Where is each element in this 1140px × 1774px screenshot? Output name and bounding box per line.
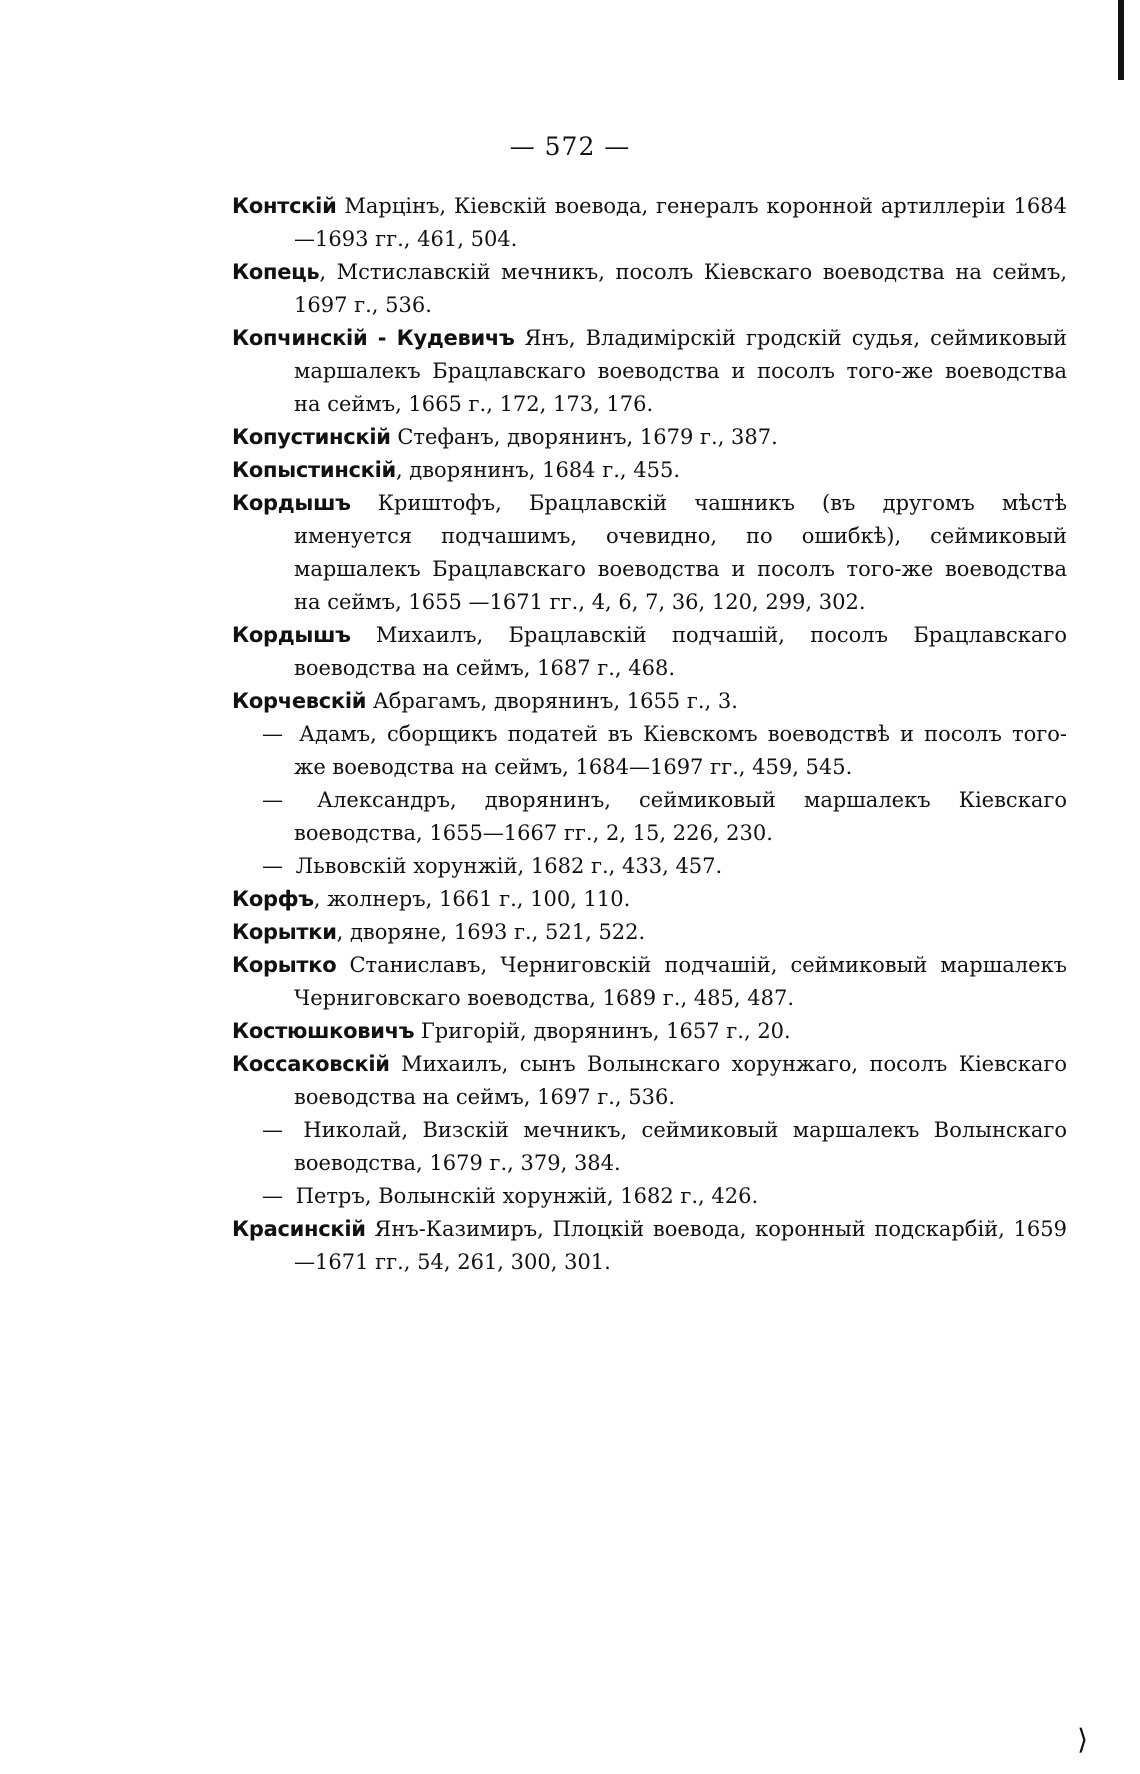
- index-subentry: [232, 784, 1067, 850]
- entry-surname: Корытки: [232, 920, 337, 944]
- entry-surname: Копустинскій: [232, 425, 391, 449]
- index-entry: [232, 1048, 1067, 1114]
- entry-text: Александръ, дворянинъ, сеймиковый маршалекъ Кіевскаго воеводства, 1655—1667 гг., 2, 15, 226, 230.: [289, 788, 1067, 845]
- entry-text: Григорій, дворянинъ, 1657 г., 20.: [414, 1019, 791, 1043]
- entry-text: , дворяне, 1693 г., 521, 522.: [336, 920, 646, 944]
- subentry-dash: —: [262, 788, 283, 812]
- entry-surname: Копыстинскій: [232, 458, 396, 482]
- entry-surname: Копець: [232, 260, 320, 284]
- index-subentry: [232, 718, 1067, 784]
- page-number: — 572 —: [509, 132, 631, 161]
- entry-surname: Коссаковскій: [232, 1052, 390, 1076]
- entry-surname: Корчевскій: [232, 689, 367, 713]
- entry-surname: Костюшковичъ: [232, 1019, 415, 1043]
- entry-text: Адамъ, сборщикъ податей въ Кіевскомъ воеводствѣ и посолъ того-же воеводства на сеймъ, 1684—1697 гг., 459, 545.: [289, 722, 1067, 779]
- entry-text: Михаилъ, Брацлавскій подчашій, посолъ Брацлавскаго воеводства на сеймъ, 1687 г., 468.: [294, 623, 1067, 680]
- index-subentry: [232, 850, 1067, 883]
- entry-surname: Кордышъ: [232, 491, 351, 515]
- entry-text: , жолнеръ, 1661 г., 100, 110.: [313, 887, 631, 911]
- page-edge-line: [1118, 0, 1124, 80]
- entry-surname: Копчинскій - Кудевичъ: [232, 326, 515, 350]
- entry-text: Петръ, Волынскій хорунжій, 1682 г., 426.: [289, 1184, 759, 1208]
- index-entries: [232, 190, 1067, 1279]
- index-entry: [232, 1213, 1067, 1279]
- entry-text: Янъ, Владимірскій гродскій судья, сеймиковый маршалекъ Брацлавскаго воеводства и посолъ того-же воеводства на сеймъ, 1665 г., 172, 173, 176.: [294, 326, 1067, 416]
- index-entry: [232, 949, 1067, 1015]
- index-entry: [232, 883, 1067, 916]
- subentry-dash: —: [262, 854, 283, 878]
- entry-surname: Контскій: [232, 194, 337, 218]
- entry-text: Криштофъ, Брацлавскій чашникъ (въ другомъ мѣстѣ именуется подчашимъ, очевидно, по ошибкѣ), сеймиковый маршалекъ Брацлавскаго воеводства и посолъ того-же воеводства на сеймъ, 1655 —1671 гг., 4, 6, 7, 36, 120, 299, 302.: [294, 491, 1067, 614]
- entry-surname: Корфъ: [232, 887, 314, 911]
- entry-surname: Красинскій: [232, 1217, 366, 1241]
- entry-text: Михаилъ, сынъ Волынскаго хорунжаго, посолъ Кіевскаго воеводства на сеймъ, 1697 г., 536.: [294, 1052, 1067, 1109]
- index-entry: [232, 916, 1067, 949]
- index-entry: [232, 487, 1067, 619]
- index-entry: [232, 454, 1067, 487]
- subentry-dash: —: [262, 1118, 283, 1142]
- entry-surname: Корытко: [232, 953, 337, 977]
- entry-text: Абрагамъ, дворянинъ, 1655 г., 3.: [366, 689, 738, 713]
- entry-text: , Мстиславскій мечникъ, посолъ Кіевскаго воеводства на сеймъ, 1697 г., 536.: [294, 260, 1067, 317]
- index-entry: [232, 619, 1067, 685]
- index-entry: [232, 190, 1067, 256]
- index-entry: [232, 256, 1067, 322]
- entry-text: Марцінъ, Кіевскій воевода, генералъ коронной артиллеріи 1684—1693 гг., 461, 504.: [294, 194, 1067, 251]
- index-entry: [232, 685, 1067, 718]
- index-entry: [232, 322, 1067, 421]
- entry-text: Стефанъ, дворянинъ, 1679 г., 387.: [390, 425, 778, 449]
- index-entry: [232, 1015, 1067, 1048]
- index-entry: [232, 421, 1067, 454]
- entry-text: Львовскій хорунжій, 1682 г., 433, 457.: [289, 854, 723, 878]
- index-subentry: [232, 1180, 1067, 1213]
- corner-mark: ⟩: [1077, 1723, 1088, 1756]
- index-subentry: [232, 1114, 1067, 1180]
- subentry-dash: —: [262, 722, 283, 746]
- entry-text: Станиславъ, Черниговскій подчашій, сеймиковый маршалекъ Черниговскаго воеводства, 1689 г., 485, 487.: [294, 953, 1067, 1010]
- entry-text: Николай, Визскій мечникъ, сеймиковый маршалекъ Волынскаго воеводства, 1679 г., 379, 384.: [289, 1118, 1067, 1175]
- entry-text: Янъ-Казимиръ, Плоцкій воевода, коронный подскарбій, 1659—1671 гг., 54, 261, 300, 301.: [294, 1217, 1067, 1274]
- entry-surname: Кордышъ: [232, 623, 351, 647]
- entry-text: , дворянинъ, 1684 г., 455.: [395, 458, 680, 482]
- subentry-dash: —: [262, 1184, 283, 1208]
